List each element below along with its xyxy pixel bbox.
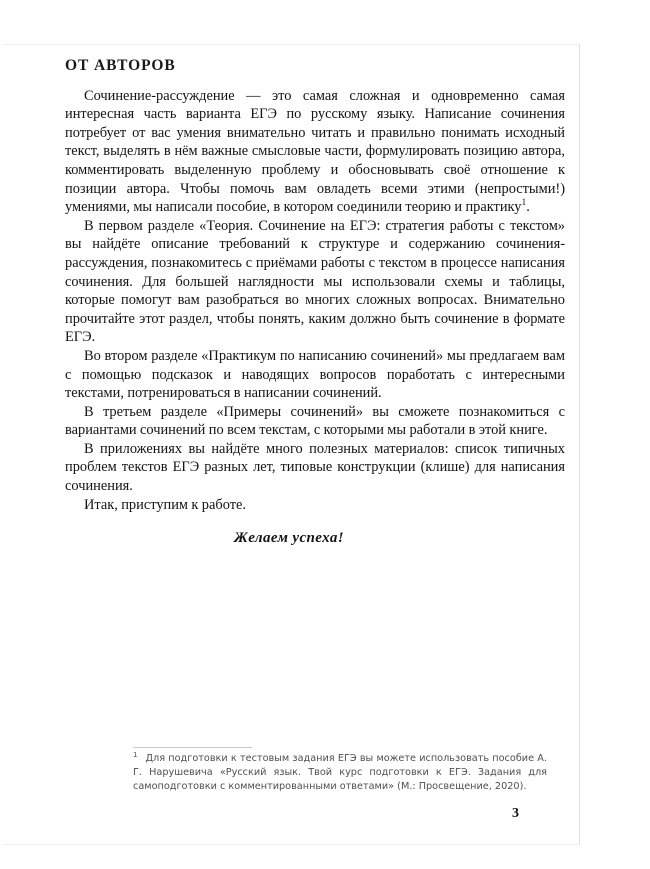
closing-wish: Желаем успеха! [234, 530, 344, 547]
page-content [65, 57, 565, 547]
footnote-marker: 1 [133, 750, 138, 759]
page-number: 3 [512, 806, 519, 821]
footnote-entry [133, 752, 547, 795]
paragraph-appendices: В приложениях вы найдёте много полезных материалов: список типичных проблем текстов ЕГЭ разных лет, типовые конструкции (клише) для написания сочинения. [65, 440, 565, 495]
footnote-separator-rule [133, 747, 252, 748]
book-page-sheet [4, 44, 580, 845]
paragraph-intro [65, 87, 565, 217]
page-title: ОТ АВТОРОВ [65, 57, 176, 74]
paragraph-section-two: Во втором разделе «Практикум по написанию сочинений» мы предлагаем вам с помощью подсказок и наводящих вопросов поработать с интересными текстами, потренироваться в написании сочинений. [65, 347, 565, 402]
footnote-reference-marker[interactable]: 1 [521, 198, 527, 209]
paragraph-section-one: В первом разделе «Теория. Сочинение на ЕГЭ: стратегия работы с текстом» вы найдёте описание требований к структуре и содержанию сочинения-рассуждения, познакомитесь с приёмами работы с текстом в процессе написания сочинения. Для большей наглядности мы использовали схемы и таблицы, которые помогут вам разобраться во многих сложных вопросах. Внимательно прочитайте этот раздел, чтобы понять, каким должно быть сочинение в формате ЕГЭ. [65, 217, 565, 346]
paragraph-call-to-action: Итак, приступим к работе. [84, 496, 246, 513]
footnote-block [133, 747, 547, 795]
footnote-body-text: Для подготовки к тестовым задания ЕГЭ вы можете использовать пособие А. Г. Нарушевича «Русский язык. Твой курс подготовки к ЕГЭ. Задания для самоподготовки с комментированными ответами» (М.: Просвещение, 2020). [133, 753, 547, 793]
paragraph-intro-text: Сочинение-рассуждение — это самая сложная и одновременно самая интересная часть варианта ЕГЭ по русскому языку. Написание сочинения потребует от вас умения внимательно читать и правильно понимать исходный текст, выделять в нём важные смысловые части, формулировать позицию автора, комментировать выделенную проблему и обосновывать своё отношение к позиции автора. Чтобы помочь вам овладеть всеми этими (непростыми!) умениями, мы написали пособие, в котором соединили теорию и практику [65, 87, 565, 216]
paragraph-section-three: В третьем разделе «Примеры сочинений» вы сможете познакомиться с вариантами сочинений по всем текстам, с которыми мы работали в этой книге. [65, 403, 565, 439]
paragraph-intro-tail: . [526, 199, 530, 216]
